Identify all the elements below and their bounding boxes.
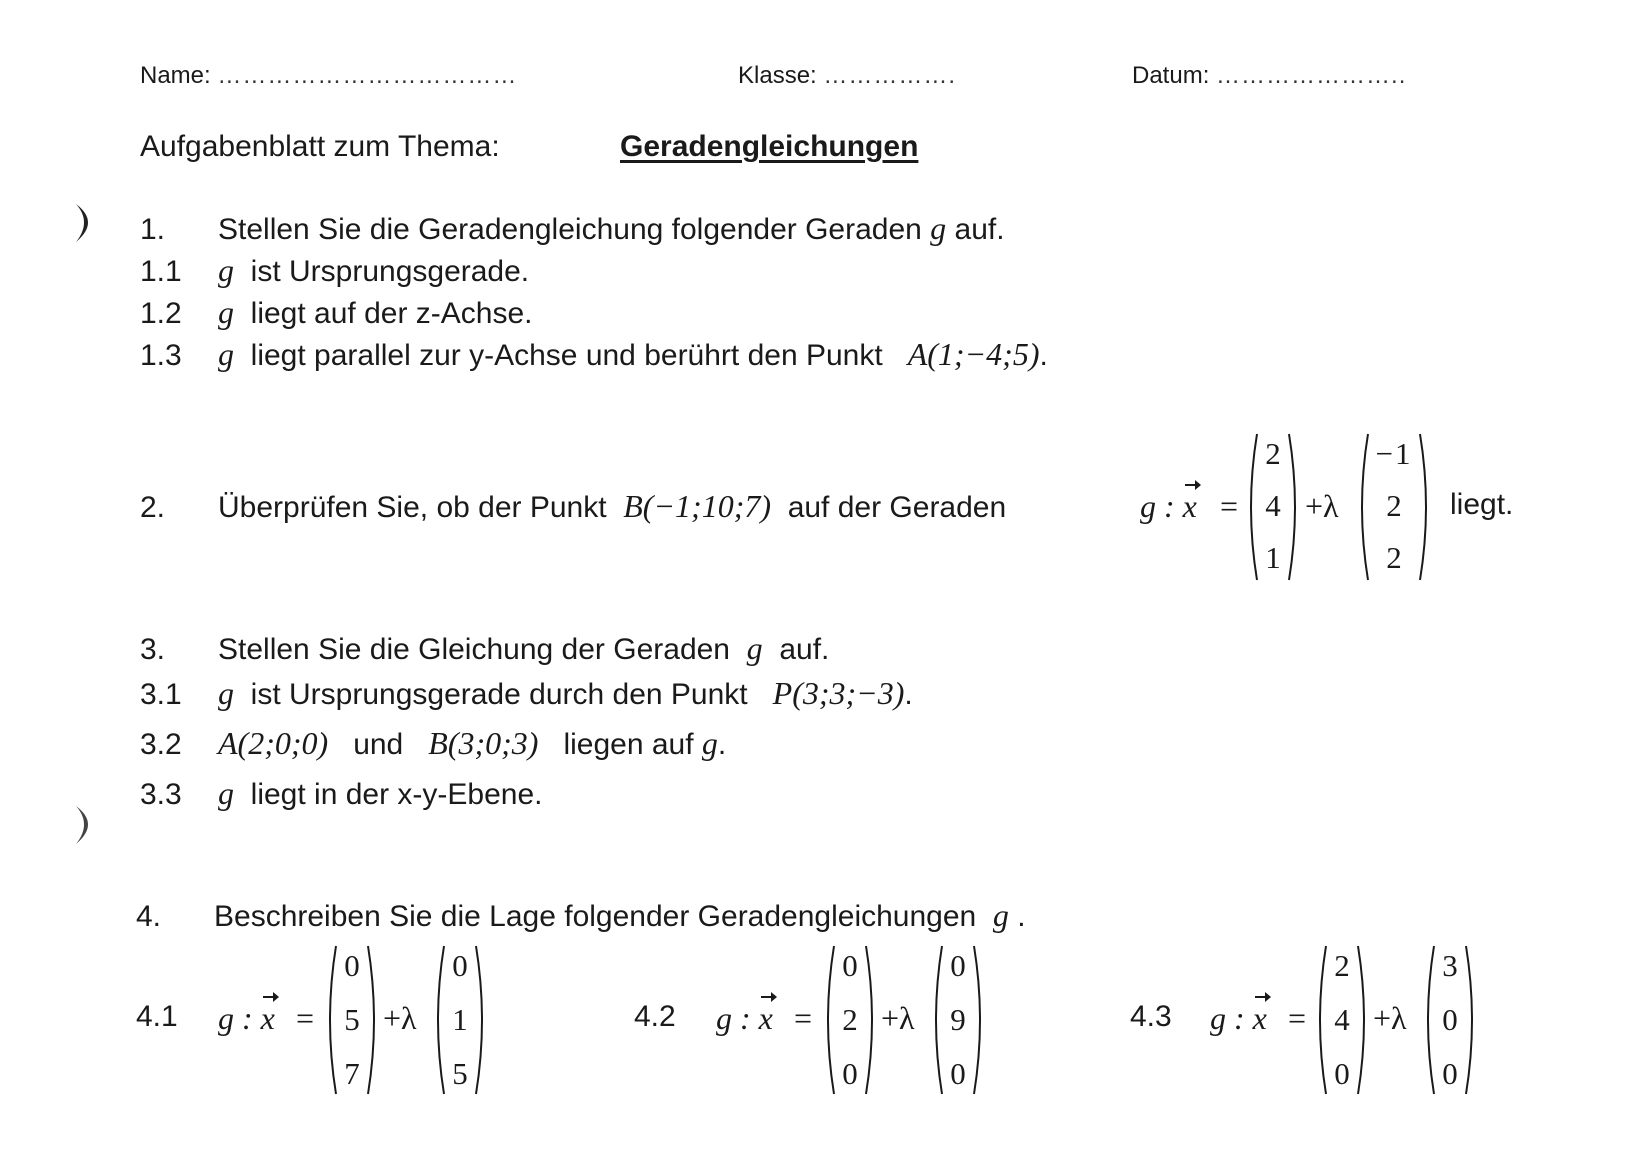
equation-lhs <box>218 1000 275 1037</box>
task-3-2 <box>140 725 726 762</box>
klasse-field[interactable] <box>738 62 956 90</box>
equals-sign: = <box>1220 488 1239 524</box>
direction-vector <box>1424 944 1476 1096</box>
equals-sign: = <box>794 1000 813 1036</box>
task-text: liegt. <box>1450 488 1514 521</box>
vector-x: x <box>758 1000 773 1036</box>
vector-entry: 0 <box>950 1056 966 1091</box>
plus-lambda: +λ <box>881 1000 915 1036</box>
task-text: Beschreiben Sie die Lage folgender Geradengleichungen <box>214 900 977 933</box>
vector-x: x <box>1252 1000 1267 1036</box>
math-g: g <box>218 252 234 288</box>
klasse-dots: ……………. <box>823 62 957 89</box>
task-number: 2. <box>140 491 166 524</box>
math-g: g <box>992 897 1009 933</box>
direction-vector <box>932 944 984 1096</box>
task-text: und <box>353 728 404 761</box>
vector-entry: 0 <box>1334 1056 1350 1091</box>
task-text: Überprüfen Sie, ob der Punkt <box>218 491 607 524</box>
name-field[interactable] <box>140 62 517 90</box>
vector-entry: 0 <box>1442 1056 1458 1091</box>
vector-entry: 0 <box>842 948 858 983</box>
task-4-1-number: 4.1 <box>136 1000 178 1033</box>
equation-lhs <box>1140 488 1197 525</box>
math-point: P(3;3;−3) <box>772 675 905 711</box>
vector-entry: 0 <box>950 948 966 983</box>
task-1-heading <box>140 210 1005 247</box>
task-text: ist Ursprungsgerade durch den Punkt <box>250 678 748 711</box>
task-3-3 <box>140 775 542 812</box>
datum-label: Datum: <box>1132 62 1210 89</box>
task-text: ist Ursprungsgerade. <box>250 255 530 288</box>
task-3-heading <box>140 630 829 667</box>
task-number: 3. <box>140 633 166 666</box>
name-dots: ……………………………… <box>217 62 518 89</box>
task-number: 1.2 <box>140 297 182 330</box>
task-number: 1. <box>140 213 166 246</box>
direction-vector <box>434 944 486 1096</box>
vector-entry: 2 <box>1386 488 1402 523</box>
task-text: auf. <box>954 213 1005 246</box>
math-g: g <box>218 294 234 330</box>
task-1-2 <box>140 294 532 331</box>
vector-entry: 1 <box>1265 540 1281 575</box>
math-g: g : <box>218 1000 253 1036</box>
math-g: g <box>746 630 763 666</box>
task-text: liegt parallel zur y-Achse und berührt den Punkt <box>250 339 883 372</box>
punctuation: . <box>904 678 913 711</box>
task-text: Stellen Sie die Gleichung der Geraden <box>218 633 730 666</box>
vector-entry: 1 <box>452 1002 468 1037</box>
vector-entry: 7 <box>344 1056 360 1091</box>
vector-x: x <box>1182 488 1197 524</box>
task-4-heading <box>136 897 1026 934</box>
task-number: 3.2 <box>140 728 182 761</box>
vector-entry: 3 <box>1442 948 1458 983</box>
task-text: Stellen Sie die Geradengleichung folgender Geraden <box>218 213 922 246</box>
page-title: Geradengleichungen <box>620 130 919 163</box>
support-vector <box>824 944 876 1096</box>
punctuation: . <box>1017 900 1026 933</box>
vector-entry: 2 <box>1334 948 1350 983</box>
vector-entry: 9 <box>950 1002 966 1037</box>
equals-sign: = <box>296 1000 315 1036</box>
vector-entry: 0 <box>842 1056 858 1091</box>
task-text: auf. <box>779 633 830 666</box>
math-point: B(3;0;3) <box>428 725 539 761</box>
datum-dots: ………………….. <box>1216 62 1407 89</box>
math-g: g : <box>1210 1000 1245 1036</box>
plus-lambda: +λ <box>1305 488 1339 524</box>
math-point: A(1;−4;5) <box>907 336 1040 372</box>
math-point: B(−1;10;7) <box>623 488 772 524</box>
vector-x: x <box>260 1000 275 1036</box>
task-3-1 <box>140 675 913 712</box>
support-vector <box>1247 432 1299 582</box>
plus-lambda: +λ <box>1373 1000 1407 1036</box>
vector-entry: −1 <box>1375 436 1413 471</box>
vector-entry: 2 <box>1265 436 1281 471</box>
task-number: 1.3 <box>140 339 182 372</box>
task-text: liegt auf der z-Achse. <box>250 297 533 330</box>
task-1-1 <box>140 252 529 289</box>
vector-entry: 0 <box>1442 1002 1458 1037</box>
datum-field[interactable] <box>1132 62 1406 90</box>
task-number: 3.3 <box>140 778 182 811</box>
support-vector <box>326 944 378 1096</box>
task-text: liegen auf <box>563 728 694 761</box>
title-prefix: Aufgabenblatt zum Thema: <box>140 130 500 163</box>
hole-punch-mark <box>70 802 100 848</box>
math-point: A(2;0;0) <box>218 725 329 761</box>
equation-lhs <box>1210 1000 1267 1037</box>
task-number: 3.1 <box>140 678 182 711</box>
math-g: g <box>218 675 234 711</box>
equals-sign: = <box>1288 1000 1307 1036</box>
math-g: g <box>930 210 947 246</box>
math-g: g <box>701 725 718 761</box>
direction-vector <box>1358 432 1430 582</box>
math-g: g <box>218 336 234 372</box>
support-vector <box>1316 944 1368 1096</box>
vector-entry: 4 <box>1265 488 1281 523</box>
punctuation: . <box>1039 339 1048 372</box>
vector-entry: 2 <box>1386 540 1402 575</box>
hole-punch-mark <box>70 200 100 246</box>
task-text: auf der Geraden <box>787 491 1007 524</box>
vector-entry: 4 <box>1334 1002 1350 1037</box>
task-number: 4. <box>136 900 162 933</box>
vector-entry: 5 <box>452 1056 468 1091</box>
klasse-label: Klasse: <box>738 62 817 89</box>
math-g: g <box>218 775 234 811</box>
equation-lhs <box>716 1000 773 1037</box>
task-4-2-number: 4.2 <box>634 1000 676 1033</box>
task-2 <box>140 488 1006 525</box>
task-number: 1.1 <box>140 255 182 288</box>
task-text: liegt in der x-y-Ebene. <box>250 778 543 811</box>
task-4-3-number: 4.3 <box>1130 1000 1172 1033</box>
plus-lambda: +λ <box>383 1000 417 1036</box>
punctuation: . <box>717 728 727 761</box>
math-g: g : <box>716 1000 751 1036</box>
vector-entry: 0 <box>344 948 360 983</box>
vector-entry: 2 <box>842 1002 858 1037</box>
vector-entry: 5 <box>344 1002 360 1037</box>
task-1-3 <box>140 336 1048 373</box>
vector-entry: 0 <box>452 948 468 983</box>
math-g: g : <box>1140 488 1175 524</box>
name-label: Name: <box>140 62 211 89</box>
